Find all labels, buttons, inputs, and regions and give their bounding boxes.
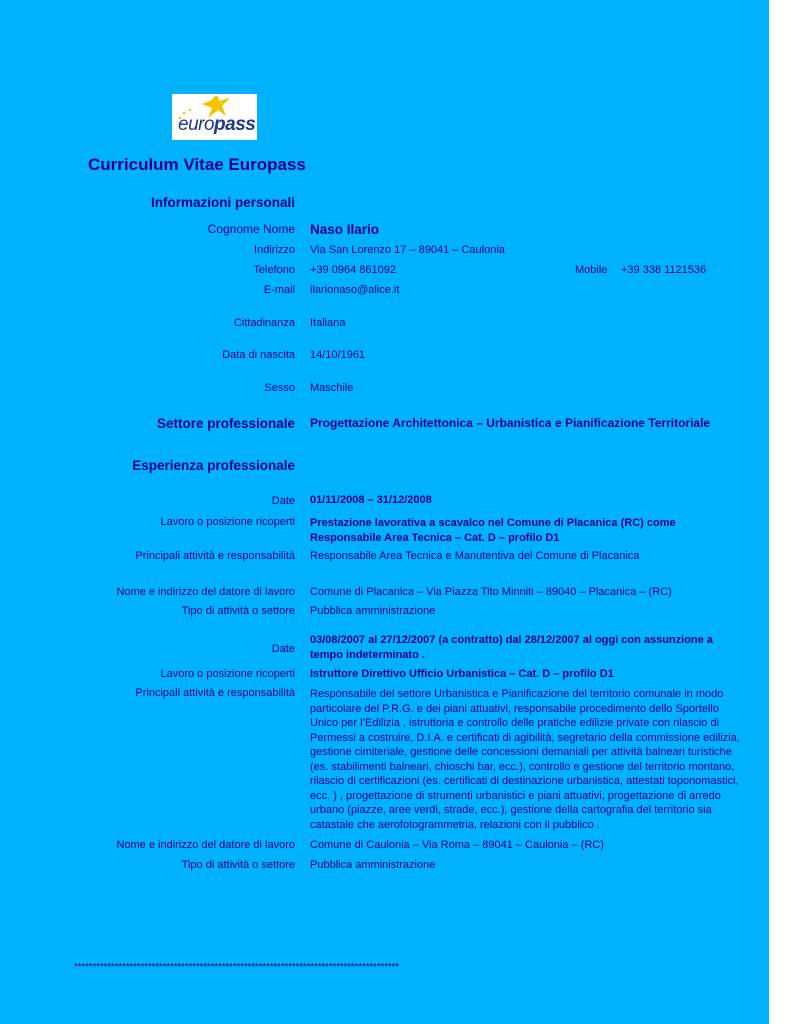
page-margin: [769, 0, 791, 1024]
email-label: E-mail: [263, 284, 295, 296]
job-2-type-label: Tipo di attività o settore: [181, 859, 295, 871]
job-2-employer-label: Nome e indirizzo del datore di lavoro: [116, 839, 295, 851]
job-2-activities: Responsabile del settore Urbanistica e Pianificazione del territorio comunale in modo particolare del P.R.G. e dei piani attuativi, responsabile procedimento dello Sportello Unico per l’Edilizia , istruttoria e controllo delle pratiche edilizie private con rilascio di Permessi a costruire, D.I.A. e certificati di agibilità, segretario della commissione edilizia, gestione cimiteriale, gestione delle concessioni demaniali per attività balneari turistiche (es. stabilimenti balneari, chioschi bar, ecc.), controllo e gestione del territorio montano, rilascio di certificazioni (es. certificati di destinazione urbanistica, attestati toponomastici, ecc. ) , progettazione di strumenti urbanistici e piani attuativi, progettazione di arredo urbano (piazze, aree verdi, strade, ecc.), gestione della cartografia del territorio sia catastale che aerofotogrammetria, relazioni con il pubblico .: [310, 688, 740, 831]
full-name: Naso Ilario: [310, 222, 380, 237]
job-1-activities-label: Principali attività e responsabilità: [135, 550, 295, 562]
europass-logo-text: europass: [178, 114, 256, 135]
job-1-position-label: Lavoro o posizione ricoperti: [160, 516, 295, 528]
email-value[interactable]: ilarionaso@alice.it: [310, 284, 400, 296]
phone-label: Telefono: [253, 264, 295, 276]
job-1-employer: Comune di Placanica – Via Piazza Tito Minniti – 89040 – Placanica – (RC): [310, 586, 672, 598]
job-2-date: 03/08/2007 al 27/12/2007 (a contratto) dal 28/12/2007 al oggi con assunzione a tempo indeterminato .: [310, 634, 713, 661]
section-professional-sector: Settore professionale: [156, 416, 295, 431]
job-1-type: Pubblica amministrazione: [310, 605, 436, 617]
job-1-type-label: Tipo di attività o settore: [181, 605, 295, 617]
job-1-activities: Responsabile Area Tecnica e Manutentiva del Comune di Placanica: [310, 550, 640, 562]
birth-date-value: 14/10/1961: [310, 349, 366, 361]
sex-label: Sesso: [264, 382, 295, 394]
professional-sector-value: Progettazione Architettonica – Urbanistica e Pianificazione Territoriale: [310, 416, 711, 430]
mobile-value: +39 338 1121536: [621, 264, 707, 276]
address-value: Via San Lorenzo 17 – 89041 – Caulonia: [310, 244, 505, 256]
job-1-employer-label: Nome e indirizzo del datore di lavoro: [116, 586, 295, 598]
job-2-employer: Comune di Caulonia – Via Roma – 89041 – Caulonia – (RC): [310, 839, 604, 851]
job-2-activities-label: Principali attività e responsabilità: [135, 687, 295, 699]
citizenship-value: Italiana: [310, 317, 346, 329]
citizenship-label: Cittadinanza: [233, 317, 295, 329]
footer-separator: ****************************************************************************************: [74, 962, 399, 973]
cv-title: Curriculum Vitae Europass: [88, 155, 306, 174]
phone-value: +39 0964 861092: [310, 264, 396, 276]
job-1-date-label: Date: [271, 495, 295, 507]
europass-logo: [172, 94, 257, 140]
sex-value: Maschile: [310, 382, 354, 394]
job-2-type: Pubblica amministrazione: [310, 859, 436, 871]
job-1-date: 01/11/2008 – 31/12/2008: [310, 494, 432, 506]
address-label: Indirizzo: [254, 244, 295, 256]
name-label: Cognome Nome: [207, 222, 295, 236]
section-personal-info: Informazioni personali: [150, 195, 295, 210]
job-1-position: Prestazione lavorativa a scavalco nel Comune di Placanica (RC) come Responsabile Area Tecnica – Cat. D – profilo D1: [310, 517, 676, 544]
job-2-position: Istruttore Direttivo Ufficio Urbanistica – Cat. D – profilo D1: [310, 668, 614, 680]
section-work-experience: Esperienza professionale: [132, 458, 295, 473]
birth-date-label: Data di nascita: [222, 349, 295, 361]
job-2-date-label: Date: [271, 643, 295, 655]
mobile-label: Mobile: [575, 264, 608, 276]
job-2-position-label: Lavoro o posizione ricoperti: [160, 668, 295, 680]
